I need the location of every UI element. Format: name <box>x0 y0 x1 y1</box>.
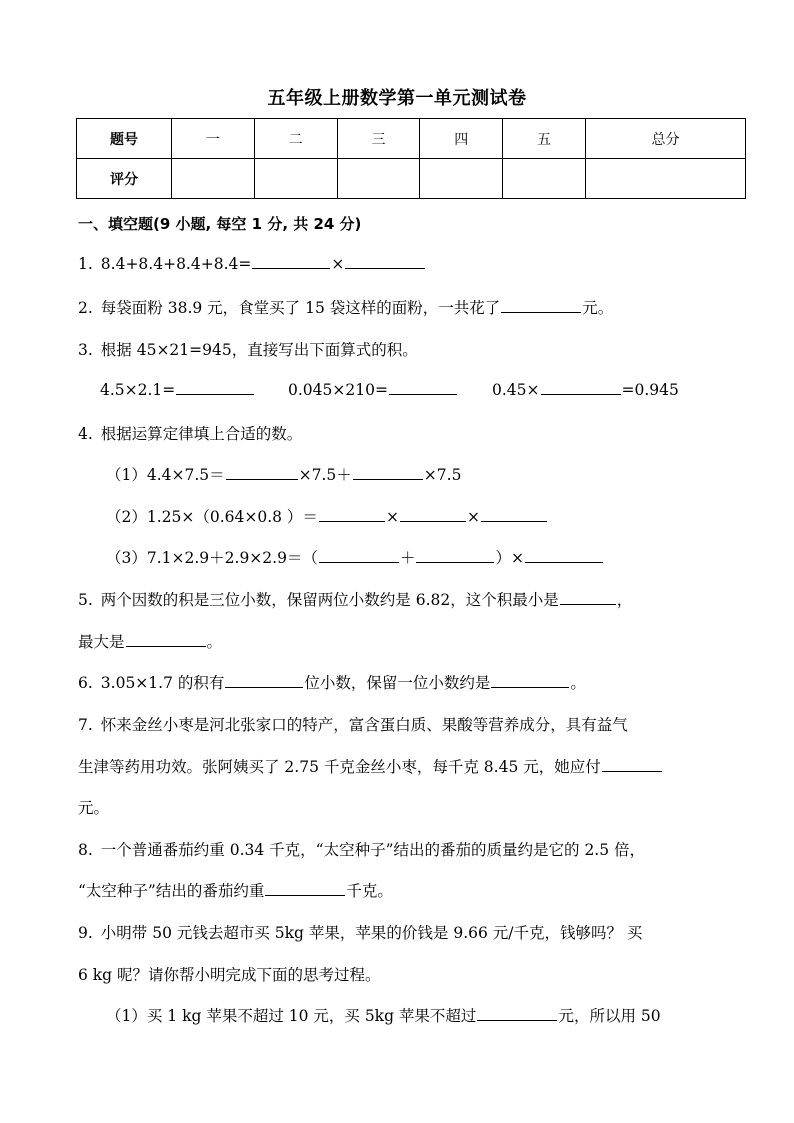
sub-question-text: 0.45× <box>492 381 540 399</box>
question-number: 5. <box>78 591 93 609</box>
page-title: 五年级上册数学第一单元测试卷 <box>267 88 527 109</box>
question-number: 8. <box>78 841 93 859</box>
score-input-cell[interactable] <box>585 159 745 199</box>
question-9-line-2 <box>78 963 381 985</box>
score-input-cell[interactable] <box>503 159 586 199</box>
question-tail: ， <box>616 591 633 609</box>
question-number: 9. <box>78 924 93 942</box>
answer-blank[interactable] <box>491 673 569 688</box>
score-input-cell[interactable] <box>420 159 503 199</box>
question-number: 3. <box>78 341 93 359</box>
answer-blank[interactable] <box>541 380 621 395</box>
question-text: “太空种子”结出的番茄约重 <box>78 882 265 900</box>
question-tail: 。 <box>206 633 223 651</box>
question-tail: 。 <box>570 674 586 692</box>
answer-blank[interactable] <box>345 254 425 269</box>
sub-question-text: ×7.5 <box>423 466 462 484</box>
table-cell: 二 <box>254 119 337 159</box>
question-8 <box>78 838 645 860</box>
answer-blank[interactable] <box>353 465 423 480</box>
answer-blank[interactable] <box>126 632 206 647</box>
sub-question-text: （1）4.4×7.5＝ <box>106 466 225 484</box>
operator: × <box>385 508 399 526</box>
score-input-cell[interactable] <box>337 159 420 199</box>
question-text: 根据运算定律填上合适的数。 <box>100 425 303 443</box>
answer-blank[interactable] <box>416 548 494 563</box>
answer-blank[interactable] <box>400 507 466 522</box>
answer-blank[interactable] <box>226 465 298 480</box>
table-cell: 四 <box>420 119 503 159</box>
question-2 <box>78 296 613 318</box>
question-7-line-3 <box>78 796 109 818</box>
score-input-cell[interactable] <box>172 159 255 199</box>
question-tail: 元。 <box>582 299 614 317</box>
question-text: 每袋面粉 38.9 元，食堂买了 15 袋这样的面粉，一共花了 <box>100 299 501 317</box>
answer-blank[interactable] <box>389 380 457 395</box>
table-cell: 一 <box>172 119 255 159</box>
table-cell: 五 <box>503 119 586 159</box>
question-text: 最大是 <box>78 633 125 651</box>
question-1 <box>78 254 426 273</box>
question-3b <box>288 380 458 399</box>
question-text: 生津等药用功效。张阿姨买了 2.75 千克金丝小枣，每千克 8.45 元，她应付 <box>78 758 601 776</box>
question-4-part-2 <box>106 505 548 527</box>
question-text: 一个普通番茄约重 0.34 千克，“太空种子”结出的番茄的质量约是它的 2.5 倍， <box>100 841 646 859</box>
question-3a <box>100 380 255 399</box>
table-row <box>77 159 746 199</box>
question-text: 两个因数的积是三位小数，保留两位小数约是 6.82，这个积最小是 <box>100 591 559 609</box>
answer-blank[interactable] <box>560 590 616 605</box>
question-8-line-2 <box>78 879 393 901</box>
answer-blank[interactable] <box>319 507 385 522</box>
operator: × <box>331 255 345 273</box>
question-7-line-2 <box>78 755 663 777</box>
sub-question-text: ×7.5＋ <box>298 466 352 484</box>
question-5 <box>78 588 632 610</box>
answer-blank[interactable] <box>525 548 603 563</box>
answer-blank[interactable] <box>176 380 254 395</box>
question-number: 2. <box>78 299 93 317</box>
table-cell: 评分 <box>77 159 172 199</box>
answer-blank[interactable] <box>602 757 662 772</box>
question-text: 3.05×1.7 的积有 <box>100 674 225 692</box>
answer-blank[interactable] <box>477 1006 557 1021</box>
table-cell: 三 <box>337 119 420 159</box>
table-cell: 题号 <box>77 119 172 159</box>
sub-question-text: 0.045×210= <box>288 381 388 399</box>
table-row <box>77 119 746 159</box>
sub-question-text: 4.5×2.1= <box>100 381 176 399</box>
answer-blank[interactable] <box>319 548 399 563</box>
operator: × <box>466 508 480 526</box>
question-5-line-2 <box>78 630 222 652</box>
question-3c <box>492 380 679 399</box>
sub-question-text: （1）买 1 kg 苹果不超过 10 元，买 5kg 苹果不超过 <box>106 1007 477 1025</box>
question-text: 怀来金丝小枣是河北张家口的特产，富含蛋白质、果酸等营养成分，具有益气 <box>100 716 628 734</box>
question-number: 4. <box>78 425 93 443</box>
answer-blank[interactable] <box>265 881 345 896</box>
question-7 <box>78 713 628 735</box>
answer-blank[interactable] <box>481 507 547 522</box>
question-tail: 元。 <box>78 799 110 817</box>
sub-question-text: =0.945 <box>621 381 679 399</box>
question-number: 1. <box>78 255 93 273</box>
question-text: 根据 45×21=945，直接写出下面算式的积。 <box>100 341 418 359</box>
question-4-part-3 <box>106 546 604 568</box>
sub-question-text: ）× <box>495 549 524 567</box>
question-number: 7. <box>78 716 93 734</box>
operator: ＋ <box>399 549 416 567</box>
question-9 <box>78 921 642 943</box>
answer-blank[interactable] <box>252 254 330 269</box>
score-table <box>76 118 746 199</box>
question-tail: 千克。 <box>346 882 393 900</box>
answer-blank[interactable] <box>225 673 303 688</box>
sub-question-text: 元，所以用 50 <box>558 1007 661 1025</box>
question-text: 位小数，保留一位小数约是 <box>304 674 491 692</box>
question-9-part-1 <box>106 1004 661 1026</box>
question-text: 8.4+8.4+8.4+8.4= <box>100 255 252 273</box>
question-text: 小明带 50 元钱去超市买 5kg 苹果，苹果的价钱是 9.66 元/千克，钱够吗？ 买 <box>100 924 643 942</box>
question-6 <box>78 671 586 693</box>
sub-question-text: （3）7.1×2.9＋2.9×2.9＝（ <box>106 549 318 567</box>
section-header: 一、填空题(9 小题, 每空 1 分, 共 24 分) <box>78 215 362 233</box>
question-text: 6 kg 呢？请你帮小明完成下面的思考过程。 <box>78 966 381 984</box>
question-4 <box>78 422 302 444</box>
question-4-part-1 <box>106 463 461 485</box>
question-3 <box>78 338 418 360</box>
question-number: 6. <box>78 674 93 692</box>
table-cell: 总分 <box>585 119 745 159</box>
answer-blank[interactable] <box>501 298 581 313</box>
sub-question-text: （2）1.25×（0.64×0.8 ）＝ <box>106 508 318 526</box>
score-input-cell[interactable] <box>254 159 337 199</box>
